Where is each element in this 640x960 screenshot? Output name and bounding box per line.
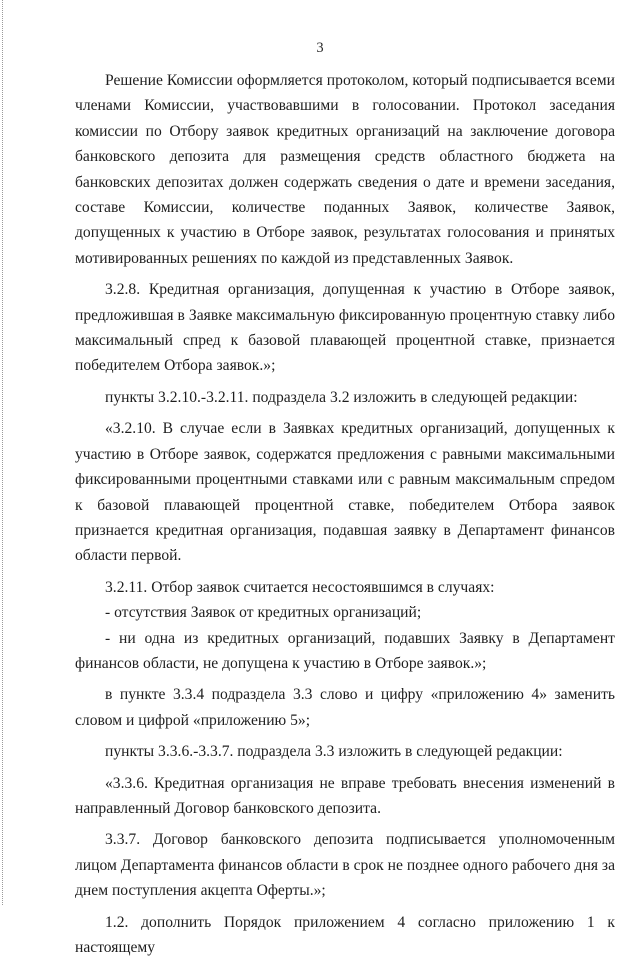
paragraph-3-3-4-replace: в пункте 3.3.4 подраздела 3.3 слово и цифру «приложению 4» заменить словом и цифрой «приложению 5»;: [75, 686, 615, 729]
paragraph-1-2-appendix: 1.2. дополнить Порядок приложением 4 согласно приложению 1 к настоящему: [75, 913, 615, 956]
paragraph-none-admitted: - ни одна из кредитных организаций, подавших Заявку в Департамент финансов области, не допущена к участию в Отборе заявок.»;: [75, 629, 615, 672]
paragraph-3-3-7: 3.3.7. Договор банковского депозита подписывается уполномоченным лицом Департамента финансов области в срок не позднее одного рабочего дня за днем поступления акцепта Оферты.»;: [75, 831, 615, 900]
paragraph-commission-protocol: Решение Комиссии оформляется протоколом, который подписывается всеми членами Комиссии, участвовавшими в голосовании. Протокол заседания комиссии по Отбору заявок кредитных организаций на заключение договора банковского депозита для размещения средств областного бюджета на банковских депозитах должен содержать сведения о дате и времени заседания, составе Комиссии, количестве поданных Заявок, количестве Заявок, допущенных к участию в Отборе заявок, результатах голосования и принятых мотивированных решениях по каждой из представленных Заявок.: [75, 72, 615, 267]
binding-edge-line: [2, 0, 3, 905]
paragraph-3-2-8: 3.2.8. Кредитная организация, допущенная к участию в Отборе заявок, предложившая в Заявке максимальную фиксированную процентную ставку либо максимальный спред к базовой плавающей процентной ставке, признается победителем Отбора заявок.»;: [75, 281, 615, 375]
paragraph-3-3-6: «3.3.6. Кредитная организация не вправе требовать внесения изменений в направленный Договор банковского депозита.: [75, 774, 615, 817]
page-number: 3: [316, 40, 324, 56]
paragraph-amend-3-2-10-3-2-11: пункты 3.2.10.-3.2.11. подраздела 3.2 изложить в следующей редакции:: [105, 388, 578, 406]
paragraph-no-applications: - отсутствия Заявок от кредитных организаций;: [105, 604, 422, 622]
paragraph-3-2-11: 3.2.11. Отбор заявок считается несостоявшимся в случаях:: [105, 578, 495, 596]
document-body: [75, 68, 615, 960]
paragraph-3-2-10: «3.2.10. В случае если в Заявках кредитных организаций, допущенных к участию в Отборе заявок, содержатся предложения с равными максимальными фиксированными процентными ставками или с равным максимальным спредом к базовой плавающей процентной ставке, победителем Отбора заявок признается кредитная организация, подавшая заявку в Департамент финансов области первой.: [75, 420, 615, 565]
paragraph-amend-3-3-6-3-3-7: пункты 3.3.6.-3.3.7. подраздела 3.3 изложить в следующей редакции:: [105, 743, 563, 761]
